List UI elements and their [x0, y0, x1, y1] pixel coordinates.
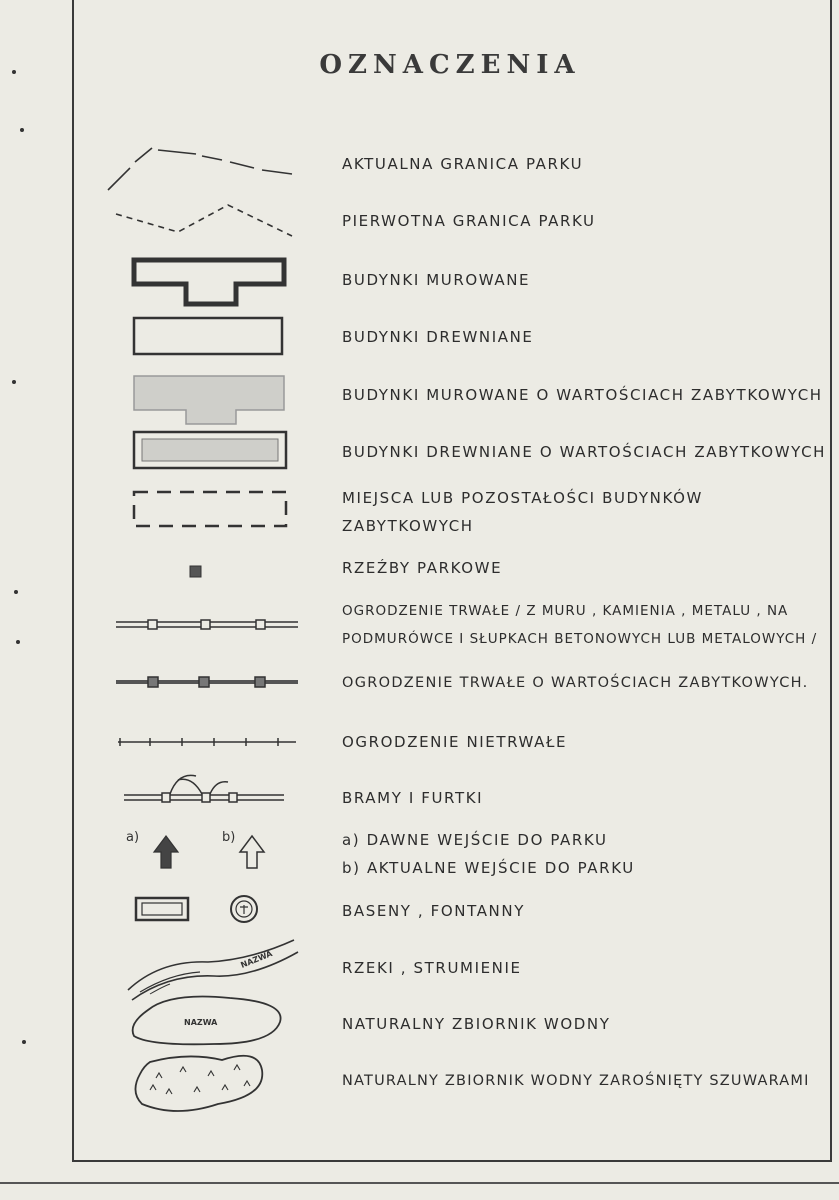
margin-dot — [20, 128, 24, 132]
entrance-label-b: b) — [222, 830, 236, 845]
legend-label-wooden-buildings: BUDYNKI DREWNIANE — [342, 328, 534, 346]
bottom-rule — [0, 1182, 839, 1184]
margin-dot — [22, 1040, 26, 1044]
legend-label-line: OGRODZENIE TRWAŁE / Z MURU , KAMIENIA , METALU , NA — [342, 603, 789, 619]
permanent-fence-icon — [116, 620, 298, 629]
historic-masonry-building-icon — [134, 376, 284, 424]
masonry-building-icon — [134, 260, 284, 304]
margin-dot — [12, 380, 16, 384]
legend-label-historic-remains — [342, 484, 703, 540]
temporary-fence-icon — [118, 738, 296, 746]
legend-label-masonry-buildings: BUDYNKI MUROWANE — [342, 271, 531, 289]
historic-permanent-fence-icon — [116, 677, 298, 687]
legend-label-historic-wooden-buildings: BUDYNKI DREWNIANE O WARTOŚCIACH ZABYTKOWYCH — [342, 443, 827, 461]
historic-building-remains-icon — [134, 492, 286, 526]
legend-symbols — [100, 0, 330, 1160]
legend-label-actual-boundary: AKTUALNA GRANICA PARKU — [342, 155, 584, 173]
river-stream-icon — [128, 940, 298, 1000]
legend-label-temporary-fence: OGRODZENIE NIETRWAŁE — [342, 733, 568, 751]
legend-label-original-boundary: PIERWOTNA GRANICA PARKU — [342, 212, 596, 230]
park-sculpture-icon — [190, 566, 201, 577]
river-name-text: NAZWA — [239, 949, 274, 970]
legend-label-pools-fountains: BASENY , FONTANNY — [342, 902, 525, 920]
page-title: OZNACZENIA — [319, 50, 581, 80]
legend-label-gates: BRAMY I FURTKI — [342, 789, 484, 807]
reed-pond-icon — [135, 1056, 262, 1111]
legend-label-reed-pond: NATURALNY ZBIORNIK WODNY ZAROŚNIĘTY SZUWARAMI — [342, 1073, 810, 1089]
margin-dot — [14, 590, 18, 594]
legend-label-historic-fence: OGRODZENIE TRWAŁE O WARTOŚCIACH ZABYTKOWYCH. — [342, 675, 809, 691]
pool-fountain-icon — [136, 896, 257, 922]
gate-icon — [124, 775, 284, 802]
legend-label-permanent-fence — [342, 597, 817, 653]
historic-wooden-building-icon — [134, 432, 286, 468]
legend-label-line: MIEJSCA LUB POZOSTAŁOŚCI BUDYNKÓW — [342, 489, 703, 507]
original-boundary-icon — [116, 205, 292, 236]
margin-dot — [12, 70, 16, 74]
wooden-building-icon — [134, 318, 282, 354]
entrance-label-a: a) — [126, 830, 140, 845]
legend-label-natural-pond: NATURALNY ZBIORNIK WODNY — [342, 1015, 611, 1033]
legend-label-entrances — [342, 826, 635, 882]
margin-dot — [16, 640, 20, 644]
legend-label-line: a) DAWNE WEJŚCIE DO PARKU — [342, 831, 608, 849]
legend-label-line: PODMURÓWCE I SŁUPKACH BETONOWYCH LUB METALOWYCH / — [342, 631, 818, 647]
legend-label-historic-masonry-buildings: BUDYNKI MUROWANE O WARTOŚCIACH ZABYTKOWYCH — [342, 386, 823, 404]
legend-label-park-sculptures: RZEŹBY PARKOWE — [342, 559, 503, 577]
pond-name-text: NAZWA — [184, 1018, 218, 1027]
actual-boundary-icon — [108, 148, 292, 190]
legend-label-rivers-streams: RZEKI , STRUMIENIE — [342, 959, 522, 977]
legend-label-line: b) AKTUALNE WEJŚCIE DO PARKU — [342, 859, 635, 877]
legend-label-line: ZABYTKOWYCH — [342, 517, 474, 535]
entrance-arrows-icon — [154, 836, 264, 868]
